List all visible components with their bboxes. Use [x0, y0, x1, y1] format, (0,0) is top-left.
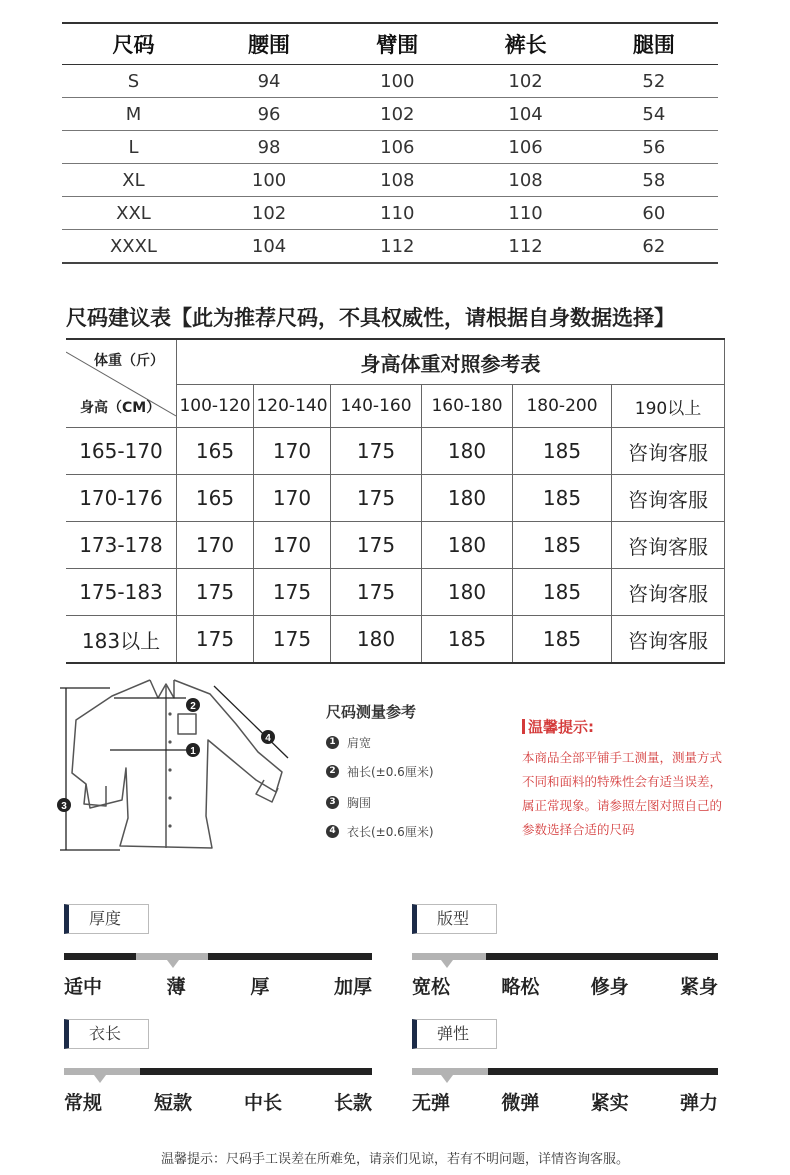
bar-segment-selected: [64, 1068, 140, 1075]
height-cell: 170-176: [66, 475, 177, 522]
measure-item-label: 袖长(±0.6厘米): [347, 765, 434, 779]
cell: 100: [205, 164, 333, 197]
scale-bar-fit: [412, 953, 718, 960]
cell: 104: [461, 98, 589, 131]
table-row: [62, 98, 718, 131]
cell: 106: [333, 131, 461, 164]
cell: 170: [254, 475, 331, 522]
cell: 175: [177, 616, 254, 664]
shirt-outline: [72, 680, 282, 848]
measure-item: [326, 794, 371, 811]
buttons: [168, 712, 171, 827]
cell: 62: [590, 230, 718, 264]
cell: 94: [205, 65, 333, 98]
cell: 170: [254, 522, 331, 569]
cell: L: [62, 131, 205, 164]
height-cell: 183以上: [66, 616, 177, 664]
scale-option: 略松: [501, 976, 540, 998]
cell: 咨询客服: [612, 569, 725, 616]
scale-option: 宽松: [412, 976, 451, 998]
measure-item: [326, 763, 434, 780]
marker-4: 4: [265, 733, 271, 744]
cell: 96: [205, 98, 333, 131]
table-row: [62, 131, 718, 164]
scale-options-thickness: [64, 972, 372, 998]
measure-item-label: 衣长(±0.6厘米): [347, 825, 434, 839]
marker-1: 1: [190, 746, 196, 757]
scale-option: 常规: [64, 1092, 103, 1114]
cell: 104: [205, 230, 333, 264]
table-row: [66, 569, 725, 616]
weight-range: 120-140: [254, 385, 331, 428]
scale-option: 弹力: [679, 1092, 718, 1114]
table-row: [62, 65, 718, 98]
cell: 175: [177, 569, 254, 616]
scale-option: 加厚: [333, 976, 372, 998]
header-size: 尺码: [62, 23, 205, 65]
table-row: [66, 475, 725, 522]
corner-cell: [66, 339, 177, 428]
main-header: 身高体重对照参考表: [177, 339, 725, 385]
scale-bar-thickness: [64, 953, 372, 960]
cell: 102: [461, 65, 589, 98]
cell: 106: [461, 131, 589, 164]
cell: 56: [590, 131, 718, 164]
cell: 112: [461, 230, 589, 264]
weight-range: 180-200: [513, 385, 612, 428]
cell: 180: [331, 616, 422, 664]
scale-option: 无弹: [412, 1092, 451, 1114]
footer-note: 温馨提示：尺码手工误差在所难免，请亲们见谅，若有不明问题，详情咨询客服。: [160, 1152, 629, 1167]
cell: XXXL: [62, 230, 205, 264]
measure-item: [326, 734, 371, 751]
cell: 185: [513, 569, 612, 616]
cell: 咨询客服: [612, 475, 725, 522]
recommendation-table: [66, 338, 725, 664]
corner-weight-label: 体重（斤）: [94, 353, 164, 369]
cell: XL: [62, 164, 205, 197]
cell: 108: [461, 164, 589, 197]
weight-range: 100-120: [177, 385, 254, 428]
cell: 108: [333, 164, 461, 197]
attr-label-elasticity: 弹性: [412, 1019, 497, 1049]
scale-option: 中长: [243, 1092, 282, 1114]
size-table: [62, 22, 718, 264]
table-row: [66, 428, 725, 475]
cell: 110: [461, 197, 589, 230]
cell: 170: [177, 522, 254, 569]
size-table-header: [62, 23, 718, 65]
scale-option: 适中: [64, 976, 103, 998]
scale-option: 薄: [166, 976, 186, 998]
cell: M: [62, 98, 205, 131]
cell: 170: [254, 428, 331, 475]
measure-item-label: 胸围: [347, 796, 372, 810]
selection-pointer: [441, 960, 453, 968]
bar-segment-selected: [136, 953, 208, 960]
cell: 咨询客服: [612, 616, 725, 664]
scale-option: 紧身: [679, 976, 718, 998]
number-badge: 3: [326, 796, 339, 809]
scale-bar-elasticity: [412, 1068, 718, 1075]
cell: 185: [513, 428, 612, 475]
height-cell: 173-178: [66, 522, 177, 569]
number-badge: 2: [326, 765, 339, 778]
selection-pointer: [167, 960, 179, 968]
weight-range: 160-180: [422, 385, 513, 428]
marker-3: 3: [61, 801, 67, 812]
scale-options-length: [64, 1088, 372, 1114]
attr-label-thickness: 厚度: [64, 904, 149, 934]
cell: 102: [205, 197, 333, 230]
height-cell: 165-170: [66, 428, 177, 475]
bar-segment: [140, 1068, 372, 1075]
cell: 175: [331, 569, 422, 616]
corner-height-label: 身高（CM）: [80, 400, 161, 416]
cell: 175: [331, 522, 422, 569]
number-badge: 4: [326, 825, 339, 838]
cell: 185: [422, 616, 513, 664]
measure-lines: [60, 686, 288, 850]
cell: 185: [513, 475, 612, 522]
scale-options-fit: [412, 972, 718, 998]
cell: XXL: [62, 197, 205, 230]
cell: 175: [331, 475, 422, 522]
cell: 98: [205, 131, 333, 164]
cell: 54: [590, 98, 718, 131]
selection-pointer: [94, 1075, 106, 1083]
cell: S: [62, 65, 205, 98]
cell: 咨询客服: [612, 522, 725, 569]
bar-segment: [488, 1068, 718, 1075]
weight-range: 190以上: [612, 385, 725, 428]
cell: 165: [177, 475, 254, 522]
bar-segment-selected: [412, 1068, 488, 1075]
scale-bar-length: [64, 1068, 372, 1075]
cell: 102: [333, 98, 461, 131]
scale-options-elasticity: [412, 1088, 718, 1114]
height-cell: 175-183: [66, 569, 177, 616]
table-row: [62, 164, 718, 197]
scale-option: 微弹: [501, 1092, 540, 1114]
cell: 58: [590, 164, 718, 197]
table-row: [66, 616, 725, 664]
cell: 100: [333, 65, 461, 98]
attr-label-fit: 版型: [412, 904, 497, 934]
cell: 180: [422, 475, 513, 522]
bar-segment: [208, 953, 372, 960]
header-pants-length: 裤长: [461, 23, 589, 65]
scale-option: 长款: [333, 1092, 372, 1114]
header-waist: 腰围: [205, 23, 333, 65]
table-row: [62, 197, 718, 230]
recommendation-title: 尺码建议表【此为推荐尺码，不具权威性，请根据自身数据选择】: [66, 306, 675, 330]
scale-option: 短款: [153, 1092, 192, 1114]
scale-option: 厚: [250, 976, 270, 998]
cell: 180: [422, 522, 513, 569]
tips-title: 温馨提示:: [522, 716, 594, 737]
cell: 110: [333, 197, 461, 230]
table-row: [62, 230, 718, 264]
cell: 咨询客服: [612, 428, 725, 475]
measurement-title: 尺码测量参考: [326, 703, 417, 721]
scale-option: 修身: [590, 976, 629, 998]
cell: 175: [254, 569, 331, 616]
weight-range: 140-160: [331, 385, 422, 428]
selection-pointer: [441, 1075, 453, 1083]
cell: 60: [590, 197, 718, 230]
cell: 112: [333, 230, 461, 264]
measure-item: [326, 823, 434, 840]
cell: 52: [590, 65, 718, 98]
cell: 165: [177, 428, 254, 475]
header-leg: 腿围: [590, 23, 718, 65]
bar-segment-selected: [412, 953, 486, 960]
scale-option: 紧实: [590, 1092, 629, 1114]
cell: 185: [513, 616, 612, 664]
cell: 175: [254, 616, 331, 664]
table-row: [66, 522, 725, 569]
header-arm: 臂围: [333, 23, 461, 65]
measure-item-label: 肩宽: [347, 736, 372, 750]
shirt-measurement-diagram: [50, 668, 320, 868]
bar-segment: [64, 953, 136, 960]
cell: 175: [331, 428, 422, 475]
number-badge: 1: [326, 736, 339, 749]
cell: 185: [513, 522, 612, 569]
cell: 180: [422, 569, 513, 616]
tips-body: 本商品全部平铺手工测量，测量方式不同和面料的特殊性会有适当误差，属正常现象。请参照左图对照自己的参数选择合适的尺码: [522, 750, 723, 837]
bar-segment: [486, 953, 718, 960]
cell: 180: [422, 428, 513, 475]
marker-2: 2: [190, 701, 196, 712]
attr-label-length: 衣长: [64, 1019, 149, 1049]
